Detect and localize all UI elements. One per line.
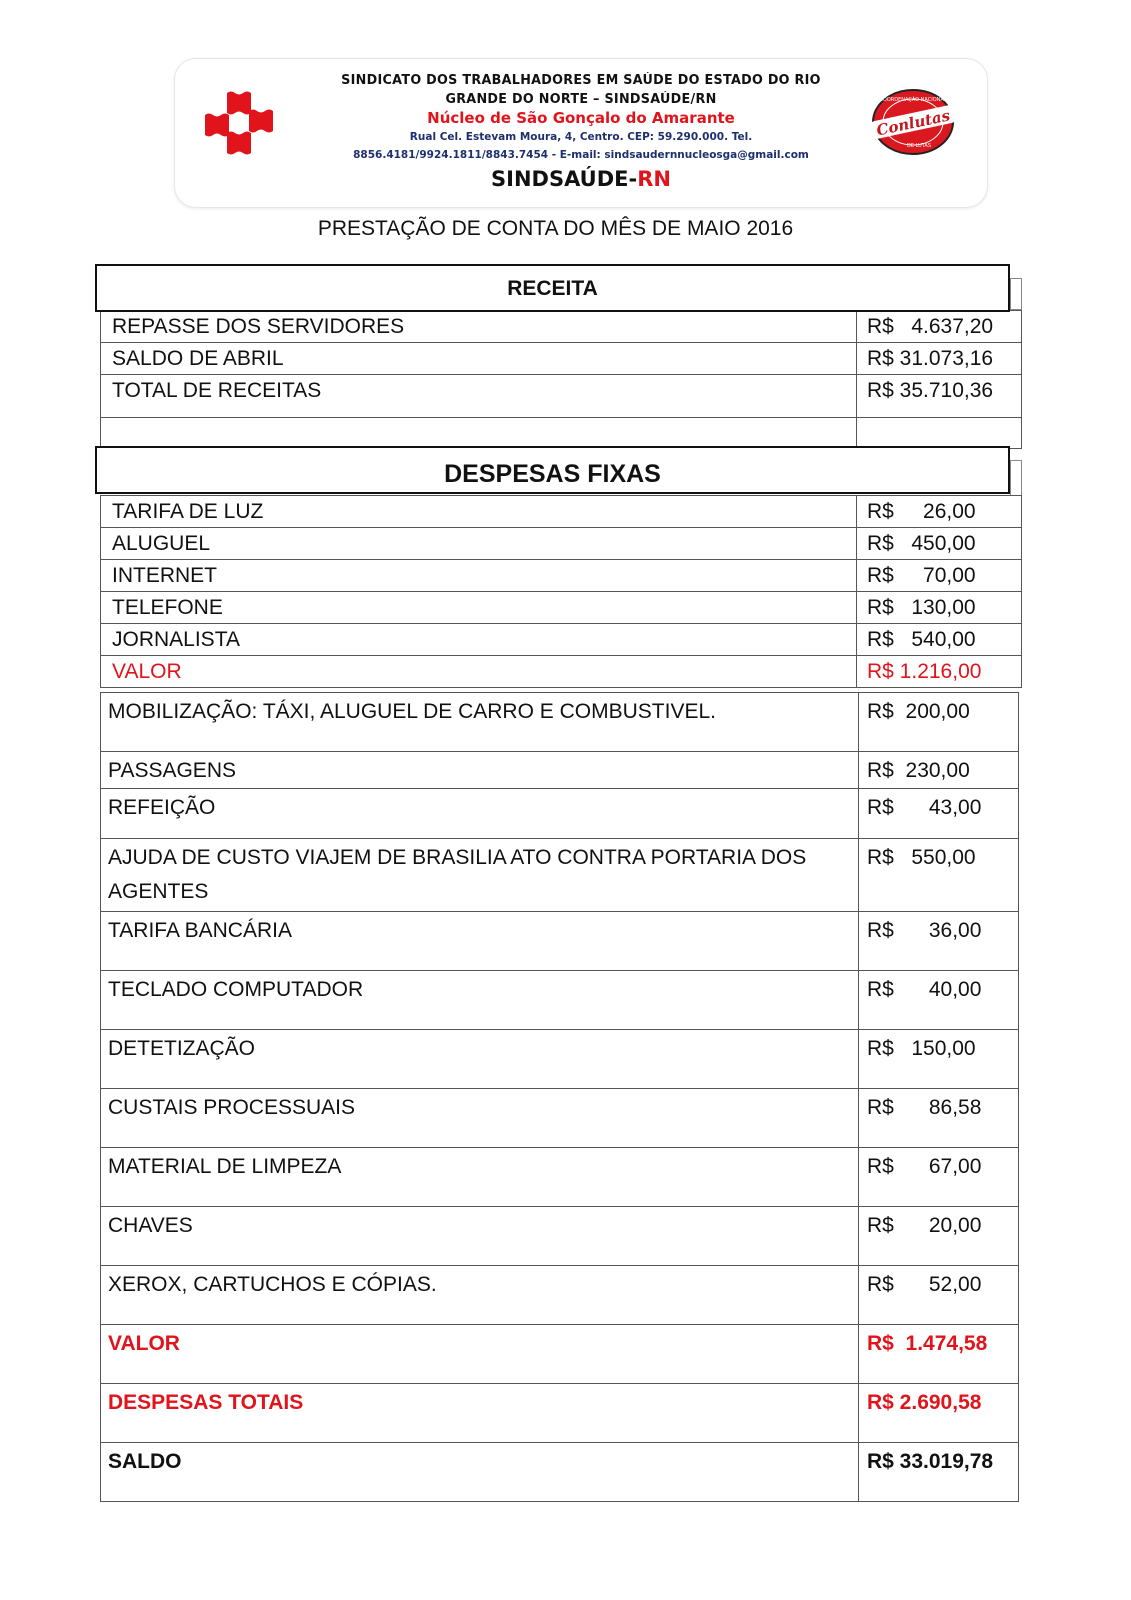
row-value: R$ 31.073,16 [857,343,1022,375]
row-value: R$ 130,00 [857,592,1022,624]
row-value: R$ 150,00 [859,1030,1019,1089]
table-row [101,1148,1019,1207]
contact-info: 8856.4181/9924.1811/8843.7454 - E-mail: sindsaudernnucleosga@gmail.com [353,149,809,161]
document-title: PRESTAÇÃO DE CONTA DO MÊS DE MAIO 2016 [317,217,794,240]
row-value: R$ 40,00 [859,971,1019,1030]
row-value: R$ 70,00 [857,560,1022,592]
row-value: R$ 35.710,36 [857,375,1022,418]
branch-name: Núcleo de São Gonçalo do Amarante [427,109,735,127]
row-label: TARIFA DE LUZ [101,496,857,528]
row-value: R$ 52,00 [859,1266,1019,1325]
row-value: R$ 230,00 [859,752,1019,789]
table-row [101,311,1022,343]
row-value: R$ 550,00 [859,839,1019,912]
row-value: R$ 200,00 [859,693,1019,752]
row-label: TECLADO COMPUTADOR [101,971,859,1030]
receita-header: RECEITA [95,264,1010,312]
row-value: R$ 26,00 [857,496,1022,528]
header-edge [1010,460,1022,496]
row-label: MOBILIZAÇÃO: TÁXI, ALUGUEL DE CARRO E COMBUSTIVEL. [101,693,859,752]
row-label: CHAVES [101,1207,859,1266]
row-value: R$ 67,00 [859,1148,1019,1207]
row-value: R$ 4.637,20 [857,311,1022,343]
row-label: CUSTAIS PROCESSUAIS [101,1089,859,1148]
table-row [101,560,1022,592]
row-label: AJUDA DE CUSTO VIAJEM DE BRASILIA ATO CONTRA PORTARIA DOS AGENTES [101,839,859,912]
svg-text:COORDENAÇÃO NACIONAL: COORDENAÇÃO NACIONAL [879,97,947,103]
row-label: REFEIÇÃO [101,789,859,839]
brand-accent: RN [637,167,671,191]
brand-name [265,164,897,194]
header-edge [1010,278,1022,310]
subtotal-value: R$ 1.216,00 [857,656,1022,688]
table-row [101,1030,1019,1089]
table-row [101,971,1019,1030]
subtotal-label: VALOR [101,656,857,688]
union-cross-logo-icon [203,89,273,155]
row-label: TOTAL DE RECEITAS [101,375,857,418]
table-row [101,752,1019,789]
row-value: R$ 86,58 [859,1089,1019,1148]
subtotal-label: VALOR [101,1325,859,1384]
row-label: ALUGUEL [101,528,857,560]
row-label: TARIFA BANCÁRIA [101,912,859,971]
svg-text:Conlutas: Conlutas [874,106,952,140]
table-row-total [101,656,1022,688]
row-label: PASSAGENS [101,752,859,789]
table-row [101,693,1019,752]
table-row [101,912,1019,971]
table-row [101,1266,1019,1325]
union-name-line2: GRANDE DO NORTE – SINDSAÚDE/RN [445,92,717,107]
subtotal-value: R$ 1.474,58 [859,1325,1019,1384]
conlutas-logo-icon [869,87,957,157]
table-row [101,839,1019,912]
table-row [101,528,1022,560]
despesas-fixas-header: DESPESAS FIXAS [95,446,1010,494]
row-value: R$ 36,00 [859,912,1019,971]
balance-label: SALDO [101,1443,859,1502]
row-value: R$ 43,00 [859,789,1019,839]
row-value: R$ 20,00 [859,1207,1019,1266]
total-expenses-value: R$ 2.690,58 [859,1384,1019,1443]
row-value: R$ 450,00 [857,528,1022,560]
union-name-line1: SINDICATO DOS TRABALHADORES EM SAÚDE DO ESTADO DO RIO [341,73,821,88]
row-label [101,418,857,449]
balance-value: R$ 33.019,78 [859,1443,1019,1502]
address: Rual Cel. Estevam Moura, 4, Centro. CEP: 59.290.000. Tel. [409,131,753,143]
table-row-total-expenses [101,1384,1019,1443]
table-row [101,496,1022,528]
row-label: MATERIAL DE LIMPEZA [101,1148,859,1207]
brand-main: SINDSAÚDE- [491,167,638,191]
table-row [101,343,1022,375]
table-row-empty [101,418,1022,449]
row-value [857,418,1022,449]
row-label: INTERNET [101,560,857,592]
table-row [101,624,1022,656]
letterhead [174,58,988,208]
receita-table [100,310,1022,449]
despesas-fixas-table [100,495,1022,688]
table-row [101,592,1022,624]
letterhead-text [265,71,897,194]
row-label: SALDO DE ABRIL [101,343,857,375]
row-label: DETETIZAÇÃO [101,1030,859,1089]
row-value: R$ 540,00 [857,624,1022,656]
row-label: REPASSE DOS SERVIDORES [101,311,857,343]
svg-text:DE LUTAS: DE LUTAS [906,143,932,149]
table-row [101,789,1019,839]
table-row [101,375,1022,418]
row-label: TELEFONE [101,592,857,624]
table-row [101,1089,1019,1148]
table-row [101,1207,1019,1266]
total-expenses-label: DESPESAS TOTAIS [101,1384,859,1443]
row-label: JORNALISTA [101,624,857,656]
despesas-variaveis-table [100,692,1019,1502]
row-label: XEROX, CARTUCHOS E CÓPIAS. [101,1266,859,1325]
table-row-balance [101,1443,1019,1502]
table-row-subtotal [101,1325,1019,1384]
